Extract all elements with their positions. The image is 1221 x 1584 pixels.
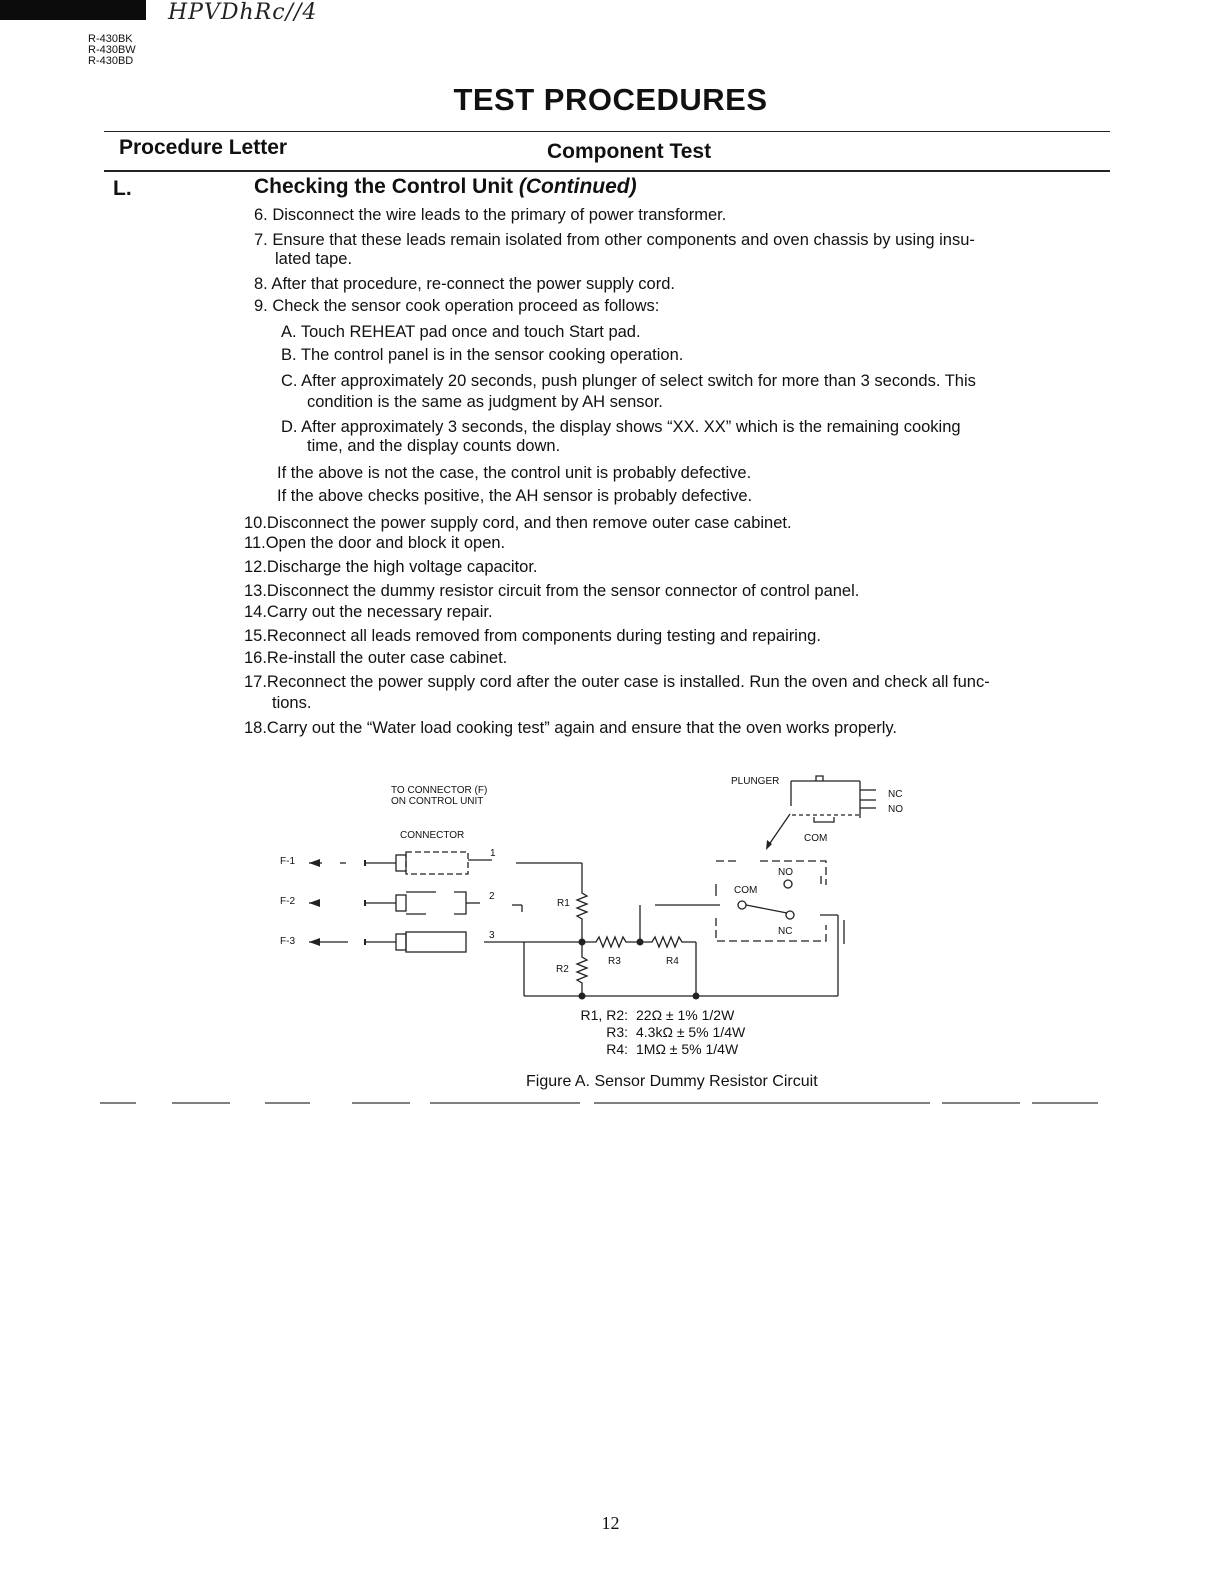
procedure-step: 17.Reconnect the power supply cord after the outer case is installed. Run the oven and check all func-	[244, 673, 990, 691]
label-com-switch: COM	[734, 885, 758, 896]
label-to-connector: TO CONNECTOR (F)	[391, 785, 488, 796]
label-on-control-unit: ON CONTROL UNIT	[391, 796, 484, 807]
procedure-step: 16.Re-install the outer case cabinet.	[244, 649, 508, 667]
column-procedure-letter: Procedure Letter	[119, 136, 288, 159]
procedure-step-continued: lated tape.	[275, 250, 353, 268]
label-pin-1: 1	[490, 848, 496, 859]
label-plunger: PLUNGER	[731, 776, 780, 787]
procedure-title-continued: (Continued)	[518, 175, 637, 198]
label-f2: F-2	[280, 896, 295, 907]
procedure-letter: L.	[113, 177, 132, 200]
procedure-step: 11.Open the door and block it open.	[244, 534, 506, 552]
model-number: R-430BW	[88, 44, 136, 56]
label-connector: CONNECTOR	[400, 830, 465, 841]
procedure-note: If the above is not the case, the control unit is probably defective.	[277, 464, 752, 482]
spec-value: 4.3kΩ ± 5% 1/4W	[636, 1024, 746, 1040]
spec-name: R4:	[606, 1041, 628, 1057]
label-com-top: COM	[804, 833, 828, 844]
procedure-step: 9. Check the sensor cook operation proceed as follows:	[254, 297, 660, 315]
procedure-step-continued: tions.	[272, 694, 312, 712]
label-f1: F-1	[280, 856, 295, 867]
procedure-step: 12.Discharge the high voltage capacitor.	[244, 558, 538, 576]
procedure-step: 6. Disconnect the wire leads to the primary of power transformer.	[254, 206, 727, 224]
spec-name: R1, R2:	[580, 1007, 628, 1023]
label-f3: F-3	[280, 936, 295, 947]
procedure-step: 10.Disconnect the power supply cord, and then remove outer case cabinet.	[244, 514, 792, 532]
procedure-note: If the above checks positive, the AH sensor is probably defective.	[277, 487, 753, 505]
label-r4: R4	[666, 956, 679, 967]
procedure-step: 14.Carry out the necessary repair.	[244, 603, 493, 621]
label-no-top: NO	[888, 804, 903, 815]
procedure-step: 7. Ensure that these leads remain isolated from other components and oven chassis by using insu-	[254, 231, 975, 249]
spec-value: 22Ω ± 1% 1/2W	[636, 1007, 735, 1023]
label-pin-3: 3	[489, 930, 495, 941]
procedure-title-text: Checking the Control Unit	[254, 175, 519, 198]
figure-caption: Figure A. Sensor Dummy Resistor Circuit	[526, 1073, 818, 1090]
label-nc-switch: NC	[778, 926, 793, 937]
procedure-step: 13.Disconnect the dummy resistor circuit from the sensor connector of control panel.	[244, 582, 860, 600]
procedure-substep-continued: condition is the same as judgment by AH sensor.	[307, 393, 663, 411]
procedure-substep: A. Touch REHEAT pad once and touch Start pad.	[281, 323, 641, 341]
page-title: TEST PROCEDURES	[453, 82, 768, 117]
page-number: 12	[601, 1513, 620, 1533]
procedure-substep-continued: time, and the display counts down.	[307, 437, 561, 455]
label-nc-top: NC	[888, 789, 903, 800]
model-number: R-430BK	[88, 33, 133, 45]
procedure-substep: C. After approximately 20 seconds, push plunger of select switch for more than 3 seconds. This	[281, 372, 976, 390]
label-r2: R2	[556, 964, 569, 975]
spec-name: R3:	[606, 1024, 628, 1040]
label-no-switch: NO	[778, 867, 793, 878]
label-r3: R3	[608, 956, 621, 967]
handwritten-note: HPVDhRc//4	[168, 0, 318, 25]
procedure-step: 15.Reconnect all leads removed from components during testing and repairing.	[244, 627, 821, 645]
label-r1: R1	[557, 898, 570, 909]
procedure-substep: D. After approximately 3 seconds, the display shows “XX. XX” which is the remaining cooking	[281, 418, 961, 436]
column-component-test: Component Test	[547, 140, 712, 163]
label-pin-2: 2	[489, 891, 495, 902]
procedure-step: 8. After that procedure, re-connect the power supply cord.	[254, 275, 675, 293]
procedure-step: 18.Carry out the “Water load cooking test” again and ensure that the oven works properly.	[244, 719, 898, 737]
spec-value: 1MΩ ± 5% 1/4W	[636, 1041, 739, 1057]
model-number: R-430BD	[88, 55, 134, 67]
procedure-substep: B. The control panel is in the sensor cooking operation.	[281, 346, 684, 364]
